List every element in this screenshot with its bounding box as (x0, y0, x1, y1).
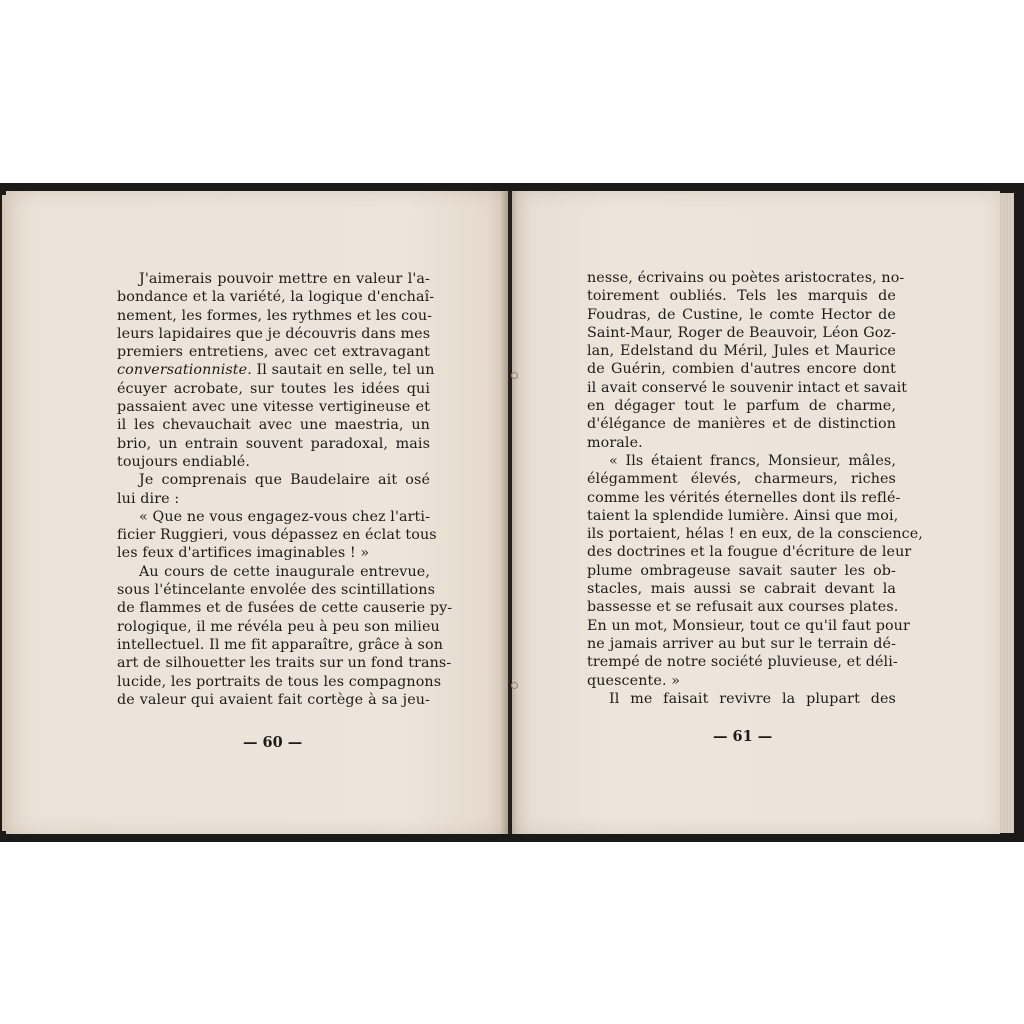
text-line: Il me faisait revivre la plupart des (609, 690, 896, 707)
text-line: lucide, les portraits de tous les compagnons (117, 673, 442, 690)
text-line: Au cours de cette inaugurale entrevue, (139, 563, 430, 580)
text-line: nesse, écrivains ou poètes aristocrates, no- (587, 270, 905, 286)
text-line: d'élégance de manières et de distinction (587, 416, 896, 433)
text-line: comme les vérités éternelles dont ils reflé- (587, 489, 901, 506)
text-line: J'aimerais pouvoir mettre en valeur l'a- (139, 271, 430, 287)
left-page (6, 191, 508, 834)
text-line: lui dire : (117, 490, 180, 507)
text-line: En un mot, Monsieur, tout ce qu'il faut pour (587, 617, 910, 634)
text-line: élégamment élevés, charmeurs, riches (587, 471, 896, 488)
text-line: ne jamais arriver au but sur le terrain dé- (587, 635, 896, 652)
text-line: sous l'étincelante envolée des scintillations (117, 582, 436, 599)
text-line: intellectuel. Il me fit apparaître, grâce à son (117, 636, 444, 653)
text-line: Foudras, de Custine, le comte Hector de (587, 306, 896, 323)
text-line: « Que ne vous engagez-vous chez l'arti- (139, 508, 430, 525)
page-number: — 60 — (243, 734, 303, 751)
text-line: art de silhouetter les traits sur un fond trans- (117, 655, 452, 672)
text-line: leurs lapidaires que je découvris dans mes (117, 325, 431, 342)
text-line: quescente. » (587, 672, 681, 689)
binding-stitch (511, 682, 518, 689)
text-line-mixed (117, 361, 435, 379)
text-line: lan, Edelstand du Méril, Jules et Maurice (587, 343, 896, 360)
text-line: toirement oubliés. Tels les marquis de (587, 288, 896, 305)
text-line: rologique, il me révéla peu à peu son milieu (117, 618, 440, 635)
text-line: « Ils étaient francs, Monsieur, mâles, (609, 452, 896, 469)
text-line: de Guérin, combien d'autres encore dont (587, 361, 896, 378)
text-line: Je comprenais que Baudelaire ait osé (139, 472, 430, 489)
text-line: passaient avec une vitesse vertigineuse et (117, 399, 430, 416)
text-line: nement, les formes, les rythmes et les cou- (117, 307, 433, 324)
right-page-edges (1000, 193, 1014, 833)
book-gutter (500, 191, 518, 834)
text-line: toujours endiablé. (117, 453, 250, 470)
text-line: il avait conservé le souvenir intact et savait (587, 379, 908, 396)
open-book (0, 183, 1024, 842)
text-line-rest: Il sautait en selle, tel un (251, 362, 435, 379)
text-line: bassesse et se refusait aux courses plates. (587, 599, 899, 616)
text-line: premiers entretiens, avec cet extravagant (117, 344, 430, 361)
right-page (512, 191, 1000, 834)
page-number: — 61 — (713, 728, 773, 745)
text-line: en dégager tout le parfum de charme, (587, 398, 896, 415)
text-line: ficier Ruggieri, vous dépassez en éclat tous (117, 527, 437, 544)
text-line: brio, un entrain souvent paradoxal, mais (117, 435, 430, 452)
text-line: trempé de notre société pluvieuse, et déli- (587, 654, 898, 671)
italic-word: conversationniste. (117, 362, 252, 379)
text-line: des doctrines et la fougue d'écriture de leur (587, 544, 912, 561)
text-line: taient la splendide lumière. Ainsi que moi, (587, 507, 899, 524)
binding-stitch (511, 372, 518, 379)
text-line: les feux d'artifices imaginables ! » (117, 545, 370, 562)
text-line: plume ombrageuse savait sauter les ob- (587, 562, 896, 579)
text-line: Saint-Maur, Roger de Beauvoir, Léon Goz- (587, 324, 896, 341)
text-line: écuyer acrobate, sur toutes les idées qui (117, 380, 430, 397)
text-line: morale. (587, 434, 643, 451)
right-page-text (587, 269, 923, 708)
text-line: de valeur qui avaient fait cortège à sa jeu- (117, 691, 430, 708)
text-line: ils portaient, hélas ! en eux, de la conscience, (587, 526, 923, 543)
text-line: de flammes et de fusées de cette causerie py- (117, 600, 453, 617)
text-line: bondance et la variété, la logique d'enchaî- (117, 289, 435, 306)
left-page-text (117, 270, 453, 709)
text-line: il les chevauchait avec une maestria, un (117, 417, 430, 434)
text-line: stacles, mais aussi se cabrait devant la (587, 581, 896, 598)
